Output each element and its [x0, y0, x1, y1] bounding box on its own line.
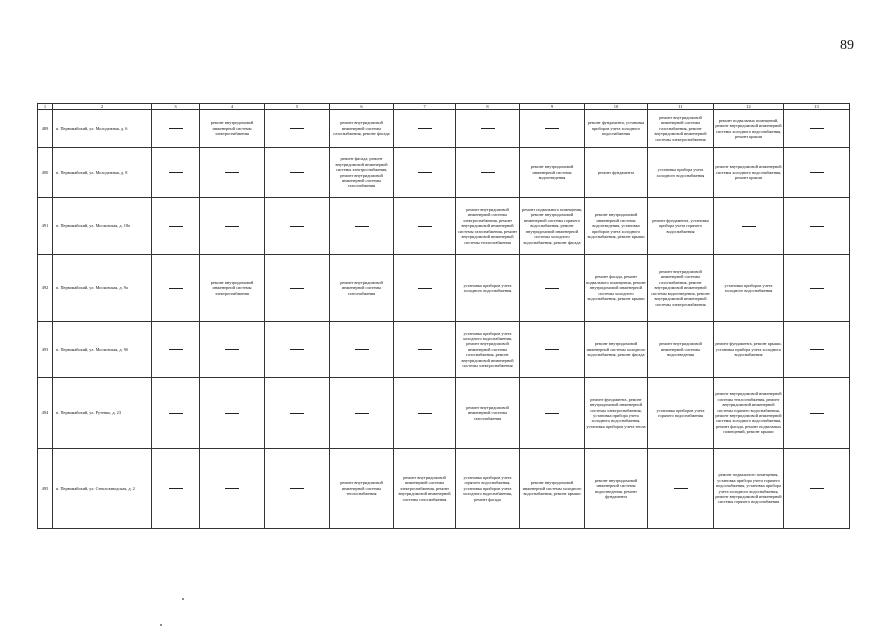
table-row [38, 449, 850, 529]
empty-cell [330, 322, 394, 378]
column-number-header: 4 [200, 104, 265, 110]
address-cell: п. Первомайский, ул. Стеклозаводская, д. 2 [53, 449, 152, 529]
column-number-header: 5 [265, 104, 330, 110]
empty-cell [394, 322, 456, 378]
empty-cell [520, 110, 585, 148]
empty-cell [152, 198, 200, 255]
dash-mark [418, 226, 432, 227]
dash-mark [169, 349, 183, 350]
empty-cell [784, 148, 850, 198]
empty-cell [456, 148, 520, 198]
empty-cell [394, 255, 456, 322]
empty-cell [200, 378, 265, 449]
dash-mark [290, 172, 304, 173]
dash-mark [225, 172, 239, 173]
dash-mark [225, 226, 239, 227]
dash-mark [545, 288, 559, 289]
empty-cell [330, 198, 394, 255]
dash-mark [290, 226, 304, 227]
empty-cell [784, 198, 850, 255]
work-cell: ремонт внутридомовой инженерной системы электроснабжения [200, 255, 265, 322]
work-cell: ремонт внутридомовой инженерной системы водоотведения [648, 322, 714, 378]
empty-cell [265, 322, 330, 378]
dash-mark [545, 349, 559, 350]
empty-cell [152, 378, 200, 449]
empty-cell [784, 322, 850, 378]
dash-mark [810, 226, 824, 227]
empty-cell [520, 378, 585, 449]
work-cell: ремонт внутридомовой инженерной системы электроснабжения, ремонт внутридомовой инженерной системы газоснабжения [394, 449, 456, 529]
dash-mark [418, 128, 432, 129]
table-row [38, 198, 850, 255]
column-number-header: 11 [648, 104, 714, 110]
work-cell: установка приборов учета горячего водоснабжения, установка приборов учета холодного водоснабжения, ремонт фасада [456, 449, 520, 529]
work-cell: ремонт внутридомовой инженерной системы электроснабжения [200, 110, 265, 148]
empty-cell [152, 255, 200, 322]
dash-mark [355, 349, 369, 350]
work-cell: ремонт фундамента, установка приборов учета холодного водоснабжения [585, 110, 648, 148]
dash-mark [418, 413, 432, 414]
column-number-header: 6 [330, 104, 394, 110]
address-cell: п. Первомайский, ул. Молодежная, д. 6 [53, 110, 152, 148]
work-cell: ремонт подвальных помещений, ремонт внутридомовой инженерной системы холодного водоснабжения, ремонт крыши [714, 110, 784, 148]
dash-mark [481, 172, 495, 173]
dash-mark [810, 488, 824, 489]
table-row [38, 322, 850, 378]
empty-cell [784, 378, 850, 449]
work-cell: ремонт внутридомовой инженерной системы водоотведения [520, 148, 585, 198]
repair-schedule-table [37, 103, 850, 529]
dash-mark [169, 172, 183, 173]
empty-cell [714, 198, 784, 255]
dash-mark [169, 488, 183, 489]
dash-mark [290, 128, 304, 129]
empty-cell [648, 449, 714, 529]
scan-speck [182, 598, 184, 600]
row-number-cell: 495 [38, 449, 53, 529]
dash-mark [810, 413, 824, 414]
empty-cell [520, 255, 585, 322]
address-cell: п. Первомайский, ул. Московская, д. 9а [53, 255, 152, 322]
empty-cell [394, 378, 456, 449]
column-number-header: 2 [53, 104, 152, 110]
address-cell: п. Первомайский, ул. Молодежная, д. 8 [53, 148, 152, 198]
work-cell: установка приборов учета холодного водоснабжения [456, 255, 520, 322]
page-number: 89 [840, 38, 854, 53]
empty-cell [152, 449, 200, 529]
work-cell: ремонт внутридомовой инженерной системы водоотведения, ремонт фундамента [585, 449, 648, 529]
row-number-cell: 491 [38, 198, 53, 255]
empty-cell [784, 449, 850, 529]
work-cell: ремонт внутридомовой инженерной системы холодного водоснабжения, ремонт крыши [520, 449, 585, 529]
empty-cell [784, 255, 850, 322]
table-row [38, 148, 850, 198]
empty-cell [265, 110, 330, 148]
row-number-cell: 489 [38, 110, 53, 148]
work-cell: ремонт фундамента [585, 148, 648, 198]
dash-mark [290, 349, 304, 350]
dash-mark [810, 288, 824, 289]
work-cell: ремонт фасада, ремонт внутридомовой инженерной системы электроснабжения, ремонт внутридомовой инженерной системы газоснабжения [330, 148, 394, 198]
dash-mark [169, 288, 183, 289]
work-cell: ремонт внутридомовой инженерной системы газоснабжения [330, 255, 394, 322]
empty-cell [265, 148, 330, 198]
work-cell: ремонт внутридомовой инженерной системы холодного водоснабжения, ремонт крыши [714, 148, 784, 198]
dash-mark [545, 413, 559, 414]
dash-mark [545, 128, 559, 129]
work-cell: ремонт фундамента, ремонт внутридомовой инженерной системы электроснабжения, установка прибора учета холодного водоснабжения, установка приборов учета тепла [585, 378, 648, 449]
empty-cell [456, 110, 520, 148]
work-cell: ремонт внутридомовой инженерной системы холодного водоснабжения, ремонт фасада [585, 322, 648, 378]
dash-mark [169, 128, 183, 129]
empty-cell [200, 198, 265, 255]
work-cell: ремонт фундамента, ремонт крыши, установка прибора учета холодного водоснабжения [714, 322, 784, 378]
dash-mark [290, 413, 304, 414]
empty-cell [200, 449, 265, 529]
empty-cell [265, 198, 330, 255]
column-number-header: 13 [784, 104, 850, 110]
work-cell: ремонт внутридомовой инженерной системы водоотведения, установка приборов учета холодного водоснабжения, ремонт крыши [585, 198, 648, 255]
scan-speck [160, 624, 162, 626]
empty-cell [265, 378, 330, 449]
column-number-header: 12 [714, 104, 784, 110]
column-number-header: 8 [456, 104, 520, 110]
work-cell: ремонт внутридомовой инженерной системы теплоснабжения, ремонт внутридомовой инженерной системы горячего водоснабжения, ремонт внутридомовой инженерной системы холодного водоснабжения, ремонт фасада, ремонт подвальных помещений, ремонт крыши [714, 378, 784, 449]
work-cell: ремонт внутридомовой инженерной системы газоснабжения, ремонт внутридомовой инженерной системы водоотведения, ремонт внутридомовой инженерной системы электроснабжения [648, 255, 714, 322]
work-cell: установка приборов учета холодного водоснабжения, ремонт внутридомовой инженерной системы газоснабжения, ремонт внутридомовой инженерной системы электроснабжения [456, 322, 520, 378]
empty-cell [394, 198, 456, 255]
row-number-cell: 494 [38, 378, 53, 449]
dash-mark [810, 128, 824, 129]
work-cell: ремонт внутридомовой инженерной системы теплоснабжения [330, 449, 394, 529]
empty-cell [152, 322, 200, 378]
column-number-header: 7 [394, 104, 456, 110]
work-cell: ремонт фасада, ремонт подвального помещения, ремонт внутридомовой инженерной системы холодного водоснабжения, ремонт крыши [585, 255, 648, 322]
work-cell: ремонт подвального помещения, установка прибора учета горячего водоснабжения, установка прибора учета холодного водоснабжения, ремонт внутридомовой инженерной системы горячего водоснабжения [714, 449, 784, 529]
dash-mark [225, 349, 239, 350]
dash-mark [810, 172, 824, 173]
dash-mark [481, 128, 495, 129]
empty-cell [152, 110, 200, 148]
address-cell: п. Первомайский, ул. Московская, д. 18а [53, 198, 152, 255]
dash-mark [225, 413, 239, 414]
work-cell: установка приборов учета холодного водоснабжения [714, 255, 784, 322]
dash-mark [290, 488, 304, 489]
work-cell: установка прибора учета холодного водоснабжения [648, 148, 714, 198]
work-cell: установка приборов учета горячего водоснабжения [648, 378, 714, 449]
work-cell: ремонт фундамента, установка прибора учета горячего водоснабжения [648, 198, 714, 255]
dash-mark [355, 226, 369, 227]
empty-cell [265, 449, 330, 529]
work-cell: ремонт внутридомовой инженерной системы газоснабжения [456, 378, 520, 449]
table-row [38, 378, 850, 449]
address-cell: п. Первомайский, ул. Рутенко, д. 23 [53, 378, 152, 449]
dash-mark [418, 172, 432, 173]
work-cell: ремонт внутридомовой инженерной системы электроснабжения, ремонт внутридомовой инженерной системы газоснабжения, ремонт внутридомовой инженерной системы теплоснабжения [456, 198, 520, 255]
column-number-header: 9 [520, 104, 585, 110]
work-cell: ремонт подвального помещения, ремонт внутридомовой инженерной системы горячего водоснабжения, ремонт внутридомовой инженерной системы холодного водоснабжения, ремонт фасада [520, 198, 585, 255]
row-number-cell: 490 [38, 148, 53, 198]
table-row [38, 255, 850, 322]
empty-cell [330, 378, 394, 449]
dash-mark [674, 488, 688, 489]
column-number-header: 10 [585, 104, 648, 110]
table-row [38, 110, 850, 148]
dash-mark [418, 288, 432, 289]
empty-cell [265, 255, 330, 322]
empty-cell [784, 110, 850, 148]
row-number-cell: 493 [38, 322, 53, 378]
work-cell: ремонт внутридомовой инженерной системы газоснабжения, ремонт фасада [330, 110, 394, 148]
dash-mark [225, 488, 239, 489]
empty-cell [152, 148, 200, 198]
dash-mark [169, 226, 183, 227]
empty-cell [200, 148, 265, 198]
work-cell: ремонт внутридомовой инженерной системы газоснабжения, ремонт внутридомовой инженерной системы электроснабжения [648, 110, 714, 148]
row-number-cell: 492 [38, 255, 53, 322]
dash-mark [290, 288, 304, 289]
column-number-header: 3 [152, 104, 200, 110]
empty-cell [200, 322, 265, 378]
empty-cell [394, 148, 456, 198]
dash-mark [355, 413, 369, 414]
dash-mark [169, 413, 183, 414]
column-number-header: 1 [38, 104, 53, 110]
empty-cell [394, 110, 456, 148]
dash-mark [742, 226, 756, 227]
address-cell: п. Первомайский, ул. Московская, д. 9б [53, 322, 152, 378]
dash-mark [810, 349, 824, 350]
empty-cell [520, 322, 585, 378]
dash-mark [418, 349, 432, 350]
